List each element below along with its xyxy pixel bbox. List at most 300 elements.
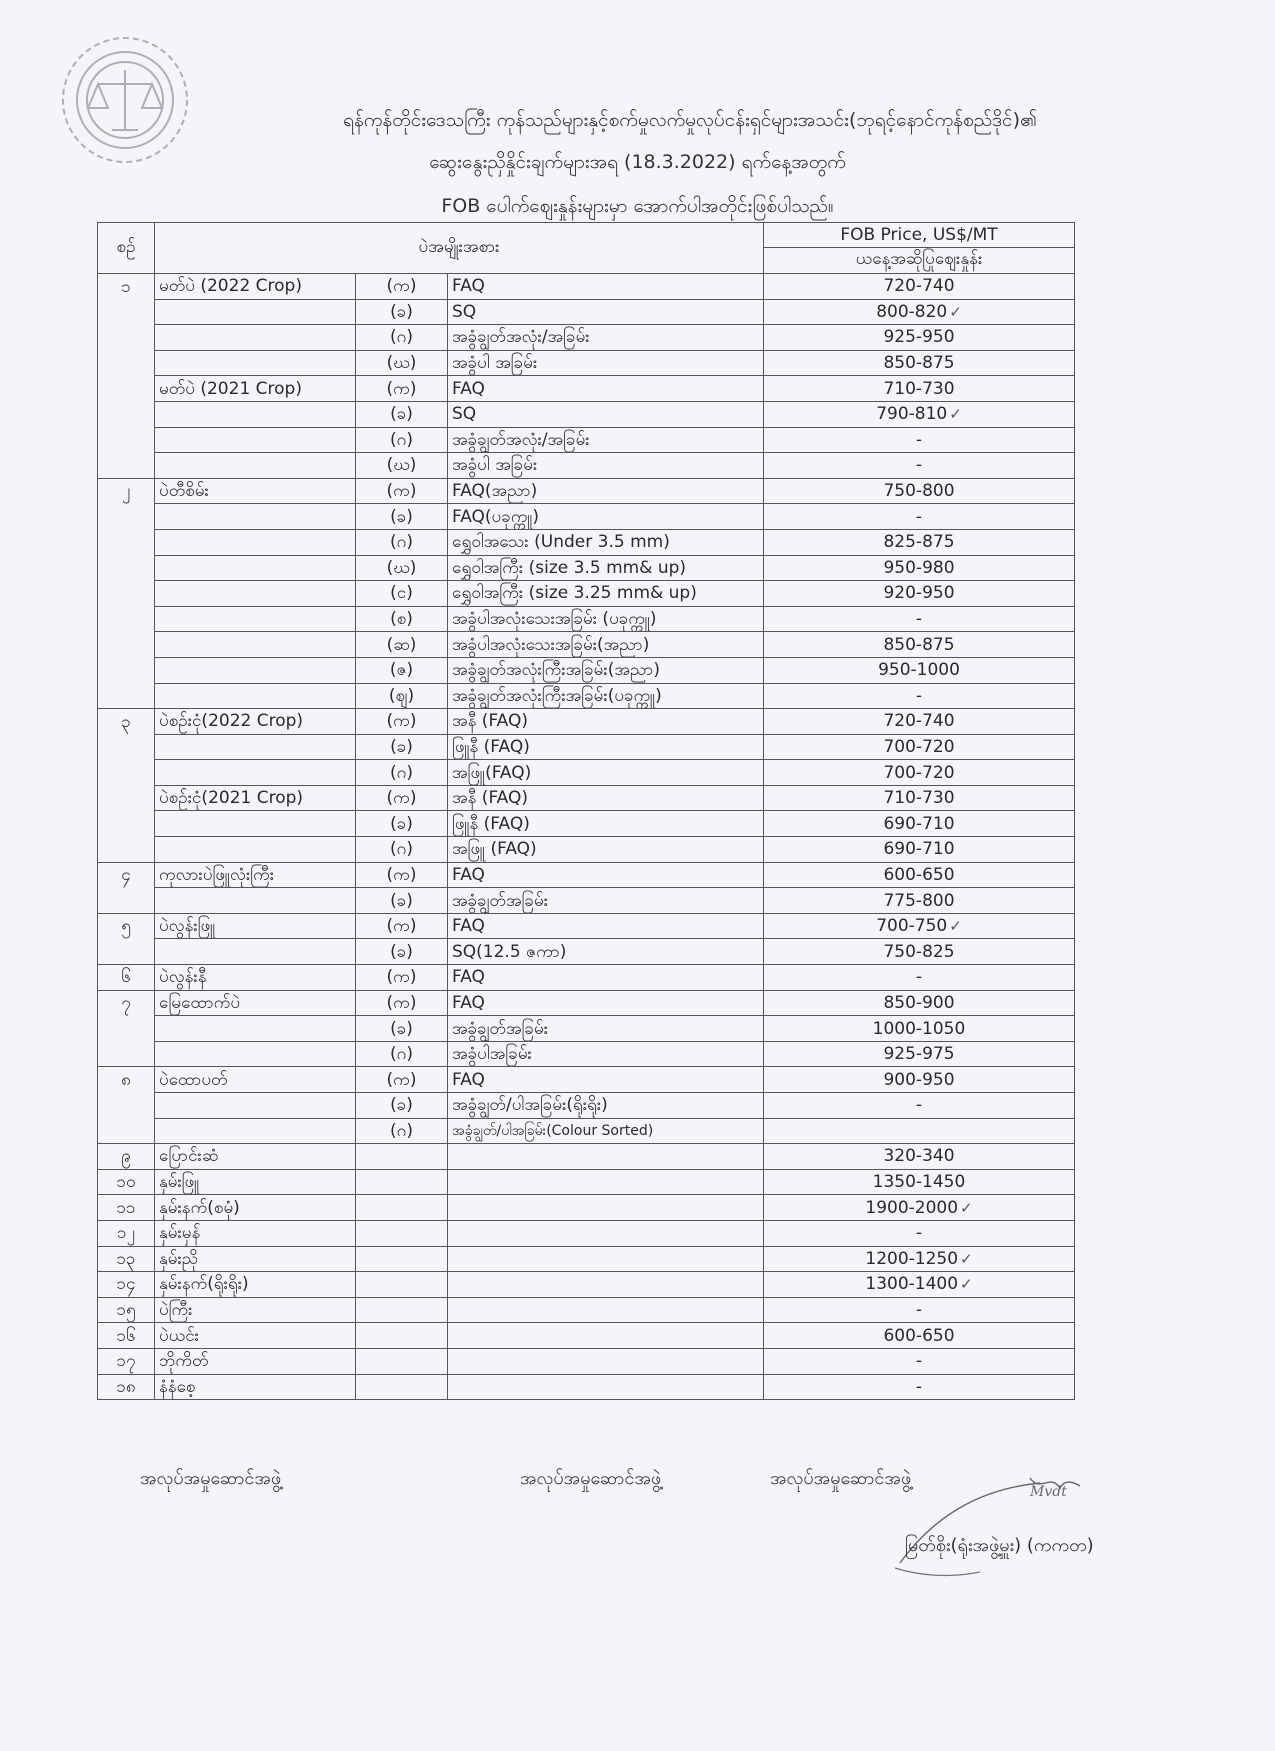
row-bean-type: မတ်ပဲ (2021 Crop) xyxy=(155,376,356,402)
table-row xyxy=(98,606,1075,632)
row-grade: အခွံချွတ်/ပါအခြမ်း(Colour Sorted) xyxy=(448,1118,764,1144)
table-row xyxy=(98,811,1075,837)
row-sub-label: (ဇ) xyxy=(356,657,448,683)
row-grade xyxy=(448,1374,764,1400)
row-number xyxy=(98,504,155,530)
row-bean-type: နှမ်းညို xyxy=(155,1246,356,1272)
row-bean-type: နှမ်းမှန် xyxy=(155,1220,356,1246)
row-number: ၅ xyxy=(98,913,155,939)
row-sub-label xyxy=(356,1220,448,1246)
row-price xyxy=(764,837,1075,863)
row-sub-label: (င) xyxy=(356,581,448,607)
header-line-2: ဆွေးနွေးညှိနှိုင်းချက်များအရ (18.3.2022) ရက်နေ့အတွက် xyxy=(429,151,846,173)
row-bean-type: နှမ်းဖြူ xyxy=(155,1169,356,1195)
row-bean-type xyxy=(155,837,356,863)
row-price xyxy=(764,401,1075,427)
row-price-value: - xyxy=(915,1300,923,1321)
row-sub-label xyxy=(356,1348,448,1374)
table-row xyxy=(98,376,1075,402)
table-row xyxy=(98,401,1075,427)
row-number xyxy=(98,683,155,709)
row-grade: အခွံပါ အခြမ်း xyxy=(448,453,764,479)
checkmark-icon: ✓ xyxy=(960,1275,973,1294)
row-price xyxy=(764,606,1075,632)
row-price-value: 1300-1400 xyxy=(865,1274,959,1295)
row-number xyxy=(98,837,155,863)
row-number: ၃ xyxy=(98,709,155,735)
row-number: ၁၅ xyxy=(98,1297,155,1323)
row-bean-type xyxy=(155,529,356,555)
row-sub-label: (ခ) xyxy=(356,504,448,530)
row-number xyxy=(98,401,155,427)
row-price-value: 1000-1050 xyxy=(872,1018,966,1039)
row-bean-type xyxy=(155,1041,356,1067)
row-bean-type: ပဲတီစိမ်း xyxy=(155,478,356,504)
row-bean-type xyxy=(155,555,356,581)
footer-signature-label-2: အလုပ်အမှုဆောင်အဖွဲ့ xyxy=(520,1468,662,1489)
row-price xyxy=(764,1169,1075,1195)
row-sub-label: (က) xyxy=(356,709,448,735)
row-number xyxy=(98,888,155,914)
row-bean-type xyxy=(155,1118,356,1144)
table-row xyxy=(98,1041,1075,1067)
row-sub-label xyxy=(356,1297,448,1323)
row-grade: အခွံပါအခြမ်း xyxy=(448,1041,764,1067)
row-bean-type: ပဲထောပတ် xyxy=(155,1067,356,1093)
row-price-value: 690-710 xyxy=(883,813,955,834)
row-sub-label xyxy=(356,1169,448,1195)
row-price-value: 800-820 xyxy=(876,301,948,322)
row-price-value: 850-900 xyxy=(883,992,955,1013)
row-sub-label xyxy=(356,1246,448,1272)
row-number: ၂ xyxy=(98,478,155,504)
row-number: ၁၇ xyxy=(98,1348,155,1374)
row-grade: FAQ(အညာ) xyxy=(448,478,764,504)
row-price xyxy=(764,350,1075,376)
row-bean-type xyxy=(155,939,356,965)
signatory-name: မြတ်စိုး(ရုံးအဖွဲ့မှူး) (ကကတ) xyxy=(905,1535,1094,1556)
row-sub-label xyxy=(356,1272,448,1298)
row-sub-label xyxy=(356,1323,448,1349)
row-bean-type xyxy=(155,683,356,709)
row-number: ၁၈ xyxy=(98,1374,155,1400)
table-row xyxy=(98,1016,1075,1042)
table-row xyxy=(98,913,1075,939)
row-price-value: 1900-2000 xyxy=(865,1197,959,1218)
row-number: ၉ xyxy=(98,1144,155,1170)
row-number xyxy=(98,453,155,479)
row-sub-label: (ခ) xyxy=(356,299,448,325)
row-grade: အခွံချွတ်အခြမ်း xyxy=(448,1016,764,1042)
row-grade: အနီ (FAQ) xyxy=(448,785,764,811)
row-price-value: - xyxy=(915,1351,923,1372)
table-row xyxy=(98,785,1075,811)
row-bean-type xyxy=(155,1093,356,1119)
row-bean-type: ပဲစဉ်းငုံ(2022 Crop) xyxy=(155,709,356,735)
row-grade: အခွံချွတ်အလုံးကြီးအခြမ်း(အညာ) xyxy=(448,657,764,683)
checkmark-icon: ✓ xyxy=(949,405,962,424)
row-grade: FAQ xyxy=(448,376,764,402)
row-grade: အခွံချွတ်အလုံး/အခြမ်း xyxy=(448,427,764,453)
checkmark-icon: ✓ xyxy=(949,302,962,321)
row-price xyxy=(764,1272,1075,1298)
row-grade: SQ xyxy=(448,401,764,427)
row-grade: အဖြူ(FAQ) xyxy=(448,760,764,786)
row-price-value: - xyxy=(915,967,923,988)
row-price-value: 700-720 xyxy=(883,762,955,783)
row-grade: ဖြူနီ (FAQ) xyxy=(448,811,764,837)
row-price xyxy=(764,555,1075,581)
table-row xyxy=(98,581,1075,607)
row-bean-type xyxy=(155,734,356,760)
row-grade xyxy=(448,1169,764,1195)
row-bean-type: ကုလားပဲဖြူလုံးကြီး xyxy=(155,862,356,888)
row-sub-label: (က) xyxy=(356,990,448,1016)
row-price xyxy=(764,274,1075,300)
row-price-value: 925-975 xyxy=(883,1044,955,1065)
row-bean-type xyxy=(155,401,356,427)
row-price-value: 850-875 xyxy=(883,634,955,655)
row-price-value: - xyxy=(915,1223,923,1244)
row-sub-label: (က) xyxy=(356,862,448,888)
row-bean-type: မြေထောက်ပဲ xyxy=(155,990,356,1016)
row-price xyxy=(764,299,1075,325)
row-number: ၁၄ xyxy=(98,1272,155,1298)
row-grade: ရွှေဝါအသေး (Under 3.5 mm) xyxy=(448,529,764,555)
row-price xyxy=(764,990,1075,1016)
row-price xyxy=(764,939,1075,965)
row-price-value: - xyxy=(915,1095,923,1116)
row-price xyxy=(764,529,1075,555)
row-price xyxy=(764,1323,1075,1349)
table-row xyxy=(98,274,1075,300)
table-row xyxy=(98,709,1075,735)
table-row xyxy=(98,862,1075,888)
row-bean-type xyxy=(155,581,356,607)
row-grade: FAQ xyxy=(448,990,764,1016)
table-row xyxy=(98,1220,1075,1246)
row-bean-type xyxy=(155,811,356,837)
row-price-value: 790-810 xyxy=(876,404,948,425)
row-price xyxy=(764,657,1075,683)
row-price xyxy=(764,632,1075,658)
header-line-1: ရန်ကုန်တိုင်းဒေသကြီး ကုန်သည်များနှင့်စက်မှုလက်မှုလုပ်ငန်းရှင်များအသင်း(ဘုရင့်နောင်ကုန်စည်ဒိုင်)၏ xyxy=(343,109,1037,131)
row-grade xyxy=(448,1323,764,1349)
row-bean-type: နံနံစေ့ xyxy=(155,1374,356,1400)
row-bean-type xyxy=(155,299,356,325)
row-price xyxy=(764,325,1075,351)
row-grade: အခွံချွတ်အလုံး/အခြမ်း xyxy=(448,325,764,351)
row-number: ၁၁ xyxy=(98,1195,155,1221)
table-row xyxy=(98,555,1075,581)
row-bean-type: ပဲလွန်းနီ xyxy=(155,965,356,991)
row-grade: FAQ xyxy=(448,862,764,888)
row-price-value: 925-950 xyxy=(883,327,955,348)
row-price-value: 825-875 xyxy=(883,532,955,553)
row-price xyxy=(764,478,1075,504)
row-price-value: 1200-1250 xyxy=(865,1248,959,1269)
row-grade: အခွံချွတ်/ပါအခြမ်း(ရိုးရိုး) xyxy=(448,1093,764,1119)
row-bean-type: ပြောင်းဆံ xyxy=(155,1144,356,1170)
row-number xyxy=(98,657,155,683)
row-price-value: - xyxy=(915,455,923,476)
row-number xyxy=(98,427,155,453)
row-grade: အခွံပါ အခြမ်း xyxy=(448,350,764,376)
row-number: ၆ xyxy=(98,965,155,991)
row-price xyxy=(764,581,1075,607)
row-sub-label: (ခ) xyxy=(356,734,448,760)
row-sub-label: (ခ) xyxy=(356,888,448,914)
row-number xyxy=(98,376,155,402)
row-sub-label: (ဂ) xyxy=(356,1118,448,1144)
row-sub-label: (ခ) xyxy=(356,811,448,837)
row-sub-label: (ဃ) xyxy=(356,350,448,376)
col-header-price-today: ယနေ့အဆိုပြုဈေးနှုန်း xyxy=(764,248,1075,274)
row-bean-type: ပဲလွန်းဖြူ xyxy=(155,913,356,939)
row-number xyxy=(98,1093,155,1119)
row-grade: FAQ xyxy=(448,965,764,991)
table-row xyxy=(98,1297,1075,1323)
row-sub-label: (က) xyxy=(356,1067,448,1093)
row-grade: SQ xyxy=(448,299,764,325)
row-number xyxy=(98,299,155,325)
table-row xyxy=(98,1093,1075,1119)
row-price xyxy=(764,811,1075,837)
row-price-value: 600-650 xyxy=(883,864,955,885)
row-number xyxy=(98,581,155,607)
row-price-value: - xyxy=(915,506,923,527)
row-number: ၇ xyxy=(98,990,155,1016)
table-row xyxy=(98,427,1075,453)
row-bean-type xyxy=(155,657,356,683)
row-bean-type: နှမ်းနက်(စမုံ) xyxy=(155,1195,356,1221)
row-price xyxy=(764,376,1075,402)
row-sub-label xyxy=(356,1374,448,1400)
row-price-value: 710-730 xyxy=(883,378,955,399)
row-price-value: 720-740 xyxy=(883,711,955,732)
row-sub-label: (ခ) xyxy=(356,1016,448,1042)
row-number xyxy=(98,632,155,658)
table-row xyxy=(98,1067,1075,1093)
row-number xyxy=(98,785,155,811)
table-row xyxy=(98,453,1075,479)
row-price xyxy=(764,734,1075,760)
row-price-value: 1350-1450 xyxy=(872,1172,966,1193)
row-bean-type xyxy=(155,350,356,376)
row-price-value: 775-800 xyxy=(883,890,955,911)
table-row xyxy=(98,760,1075,786)
row-grade: အဖြူ (FAQ) xyxy=(448,837,764,863)
checkmark-icon: ✓ xyxy=(960,1198,973,1217)
table-row xyxy=(98,683,1075,709)
row-bean-type: ဘိုကိတ် xyxy=(155,1348,356,1374)
row-number xyxy=(98,811,155,837)
handwritten-signature xyxy=(880,1468,1120,1588)
table-row xyxy=(98,1348,1075,1374)
signature-scribble: Mvdt xyxy=(1030,1484,1067,1500)
row-bean-type xyxy=(155,632,356,658)
row-grade: FAQ(ပခုက္ကူ) xyxy=(448,504,764,530)
table-row xyxy=(98,1144,1075,1170)
row-price-value: 720-740 xyxy=(883,276,955,297)
row-price xyxy=(764,709,1075,735)
row-price xyxy=(764,453,1075,479)
row-price-value: 710-730 xyxy=(883,788,955,809)
row-bean-type xyxy=(155,453,356,479)
row-number xyxy=(98,555,155,581)
row-price-value: - xyxy=(915,1376,923,1397)
row-price xyxy=(764,1144,1075,1170)
col-header-type: ပဲအမျိုးအစား xyxy=(155,223,764,274)
row-number xyxy=(98,325,155,351)
row-sub-label: (ခ) xyxy=(356,401,448,427)
row-bean-type: ပဲကြီး xyxy=(155,1297,356,1323)
row-number xyxy=(98,760,155,786)
row-sub-label: (ဈ) xyxy=(356,683,448,709)
row-grade: FAQ xyxy=(448,1067,764,1093)
row-number xyxy=(98,350,155,376)
row-bean-type xyxy=(155,1016,356,1042)
checkmark-icon: ✓ xyxy=(960,1249,973,1268)
table-row xyxy=(98,1195,1075,1221)
row-grade: ရွှေဝါအကြီး (size 3.5 mm& up) xyxy=(448,555,764,581)
table-row xyxy=(98,1246,1075,1272)
row-number xyxy=(98,606,155,632)
row-price-value: 900-950 xyxy=(883,1069,955,1090)
header-line-3: FOB ပေါက်ဈေးနှုန်းများမှာ အောက်ပါအတိုင်းဖြစ်ပါသည်။ xyxy=(441,195,834,217)
table-row xyxy=(98,325,1075,351)
row-sub-label: (စ) xyxy=(356,606,448,632)
row-grade: ဖြူနီ (FAQ) xyxy=(448,734,764,760)
row-sub-label: (ဂ) xyxy=(356,1041,448,1067)
row-price xyxy=(764,1246,1075,1272)
table-row xyxy=(98,1272,1075,1298)
row-sub-label: (က) xyxy=(356,913,448,939)
table-row xyxy=(98,734,1075,760)
row-price xyxy=(764,1220,1075,1246)
row-number xyxy=(98,734,155,760)
footer-signature-label-1: အလုပ်အမှုဆောင်အဖွဲ့ xyxy=(140,1468,282,1489)
row-price xyxy=(764,913,1075,939)
row-price-value: 750-825 xyxy=(883,941,955,962)
row-sub-label: (ဃ) xyxy=(356,555,448,581)
row-price xyxy=(764,1016,1075,1042)
row-sub-label: (ဂ) xyxy=(356,760,448,786)
row-price xyxy=(764,888,1075,914)
row-number: ၁၂ xyxy=(98,1220,155,1246)
row-price-value: 690-710 xyxy=(883,839,955,860)
row-price-value: - xyxy=(915,609,923,630)
table-row xyxy=(98,1118,1075,1144)
row-sub-label: (ခ) xyxy=(356,1093,448,1119)
row-price-value: 950-980 xyxy=(883,557,955,578)
row-price xyxy=(764,1041,1075,1067)
row-number xyxy=(98,1118,155,1144)
checkmark-icon: ✓ xyxy=(949,917,962,936)
row-price xyxy=(764,862,1075,888)
row-price-value: 950-1000 xyxy=(878,660,960,681)
row-sub-label: (က) xyxy=(356,785,448,811)
row-sub-label xyxy=(356,1195,448,1221)
row-price-value: 320-340 xyxy=(883,1146,955,1167)
row-price xyxy=(764,1374,1075,1400)
row-price xyxy=(764,965,1075,991)
row-price xyxy=(764,1297,1075,1323)
row-bean-type xyxy=(155,427,356,453)
row-grade: FAQ xyxy=(448,274,764,300)
row-grade: အနီ (FAQ) xyxy=(448,709,764,735)
row-price xyxy=(764,427,1075,453)
row-number xyxy=(98,529,155,555)
row-sub-label: (ဂ) xyxy=(356,529,448,555)
row-sub-label: (ဂ) xyxy=(356,427,448,453)
table-row xyxy=(98,529,1075,555)
row-price-value: - xyxy=(915,429,923,450)
row-bean-type: နှမ်းနက်(ရိုးရိုး) xyxy=(155,1272,356,1298)
row-bean-type xyxy=(155,888,356,914)
row-price xyxy=(764,1348,1075,1374)
row-number xyxy=(98,1041,155,1067)
col-header-no: စဉ် xyxy=(98,223,155,274)
row-sub-label: (က) xyxy=(356,478,448,504)
row-number: ၁၆ xyxy=(98,1323,155,1349)
row-price xyxy=(764,683,1075,709)
row-bean-type xyxy=(155,325,356,351)
row-grade: အခွံချွတ်အခြမ်း xyxy=(448,888,764,914)
row-sub-label xyxy=(356,1144,448,1170)
price-table xyxy=(97,222,1075,1400)
row-grade xyxy=(448,1144,764,1170)
table-row xyxy=(98,299,1075,325)
row-price xyxy=(764,1118,1075,1144)
row-number xyxy=(98,1016,155,1042)
row-bean-type: ပဲယင်း xyxy=(155,1323,356,1349)
table-row xyxy=(98,1374,1075,1400)
row-price xyxy=(764,785,1075,811)
row-price xyxy=(764,1067,1075,1093)
row-price-value: 700-720 xyxy=(883,736,955,757)
row-sub-label: (ဆ) xyxy=(356,632,448,658)
row-sub-label: (က) xyxy=(356,376,448,402)
row-grade xyxy=(448,1220,764,1246)
row-number: ၁ xyxy=(98,274,155,300)
table-row xyxy=(98,965,1075,991)
row-number: ၁၃ xyxy=(98,1246,155,1272)
table-row xyxy=(98,888,1075,914)
row-grade: အခွံချွတ်အလုံးကြီးအခြမ်း(ပခုက္ကူ) xyxy=(448,683,764,709)
row-grade: SQ(12.5 ဇကာ) xyxy=(448,939,764,965)
table-row xyxy=(98,657,1075,683)
row-grade: အခွံပါအလုံးသေးအခြမ်း (ပခုက္ကူ) xyxy=(448,606,764,632)
col-header-price-fob: FOB Price, US$/MT xyxy=(764,223,1075,248)
row-price xyxy=(764,760,1075,786)
row-sub-label: (ဂ) xyxy=(356,325,448,351)
table-row xyxy=(98,837,1075,863)
row-grade xyxy=(448,1195,764,1221)
row-grade xyxy=(448,1348,764,1374)
row-bean-type xyxy=(155,504,356,530)
table-row xyxy=(98,632,1075,658)
row-grade: အခွံပါအလုံးသေးအခြမ်း(အညာ) xyxy=(448,632,764,658)
row-sub-label: (က) xyxy=(356,274,448,300)
row-price-value: 850-875 xyxy=(883,353,955,374)
row-bean-type xyxy=(155,760,356,786)
table-row xyxy=(98,504,1075,530)
row-sub-label: (ခ) xyxy=(356,939,448,965)
row-price xyxy=(764,504,1075,530)
row-price-value: 920-950 xyxy=(883,583,955,604)
row-bean-type: ပဲစဉ်းငုံ(2021 Crop) xyxy=(155,785,356,811)
